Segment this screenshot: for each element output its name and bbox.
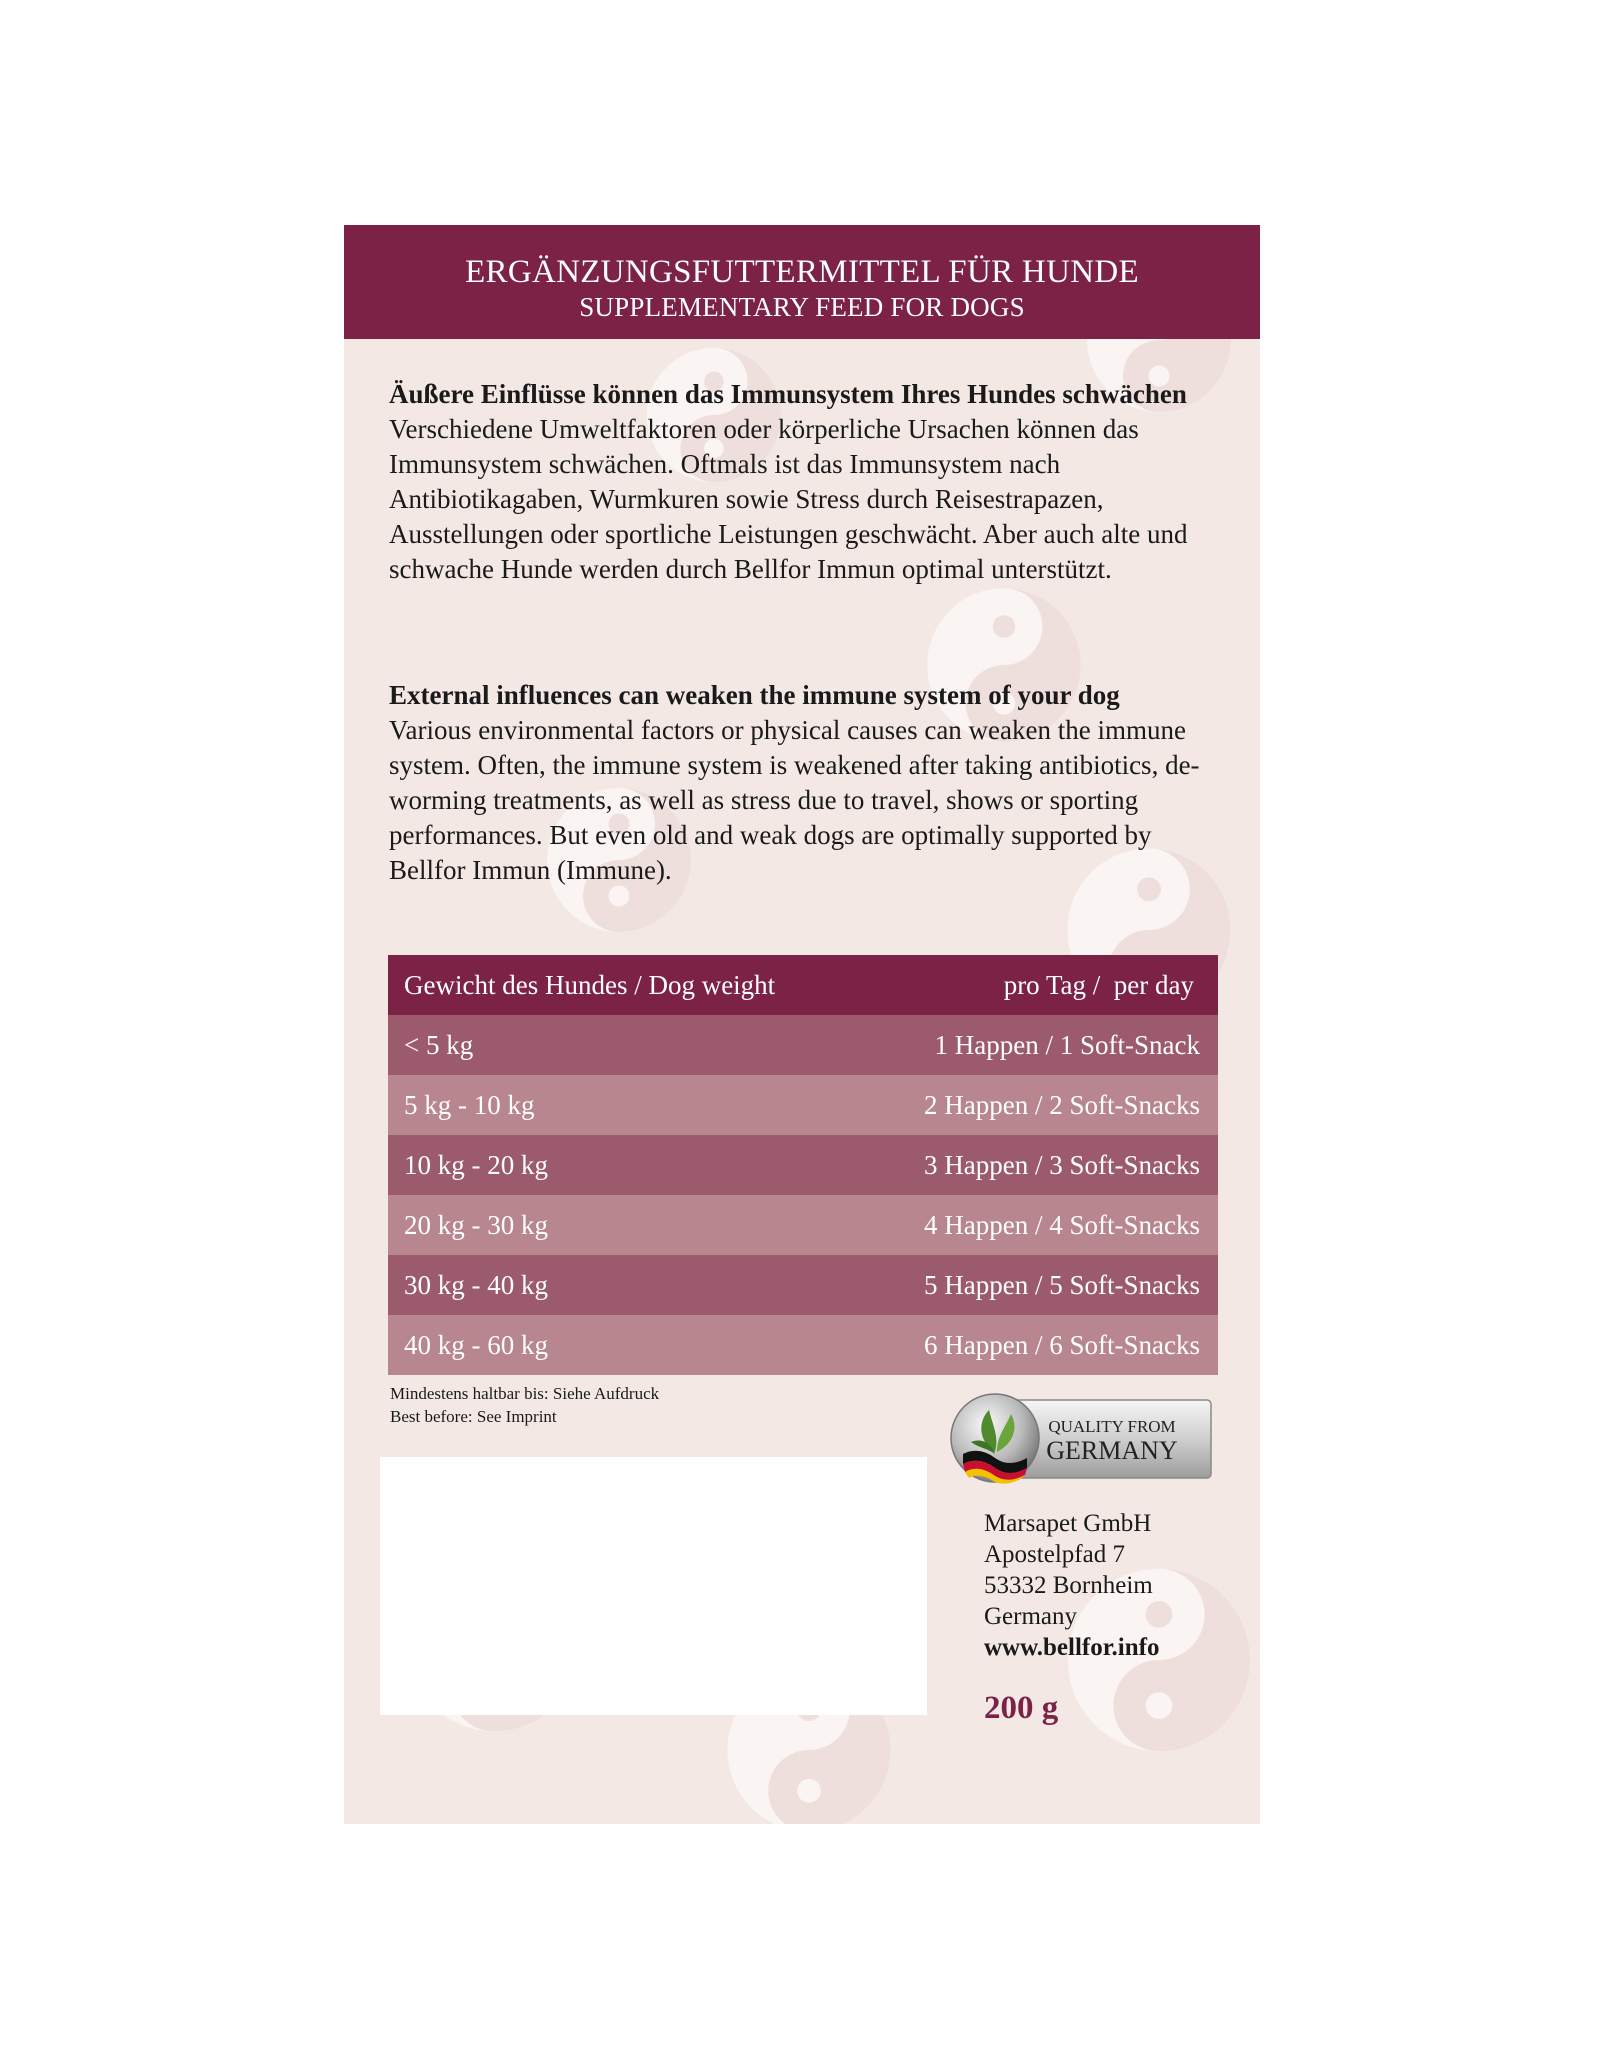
label-header (344, 225, 1260, 339)
table-row (388, 1315, 1218, 1375)
row-weight: < 5 kg (404, 1029, 474, 1060)
manufacturer-address (984, 1508, 1159, 1663)
table-row (388, 1195, 1218, 1255)
best-before-de: Mindestens haltbar bis: Siehe Aufdruck (390, 1384, 660, 1403)
company-name: Marsapet GmbH (984, 1510, 1152, 1537)
german-heading: Äußere Einflüsse können das Immunsystem Ihres Hundes schwächen (389, 379, 1187, 409)
row-weight: 30 kg - 40 kg (404, 1269, 548, 1300)
german-description (389, 377, 1229, 587)
table-row (388, 1255, 1218, 1315)
row-amount: 4 Happen / 4 Soft-Snacks (924, 1209, 1200, 1240)
net-weight: 200 g (984, 1690, 1059, 1726)
english-description (389, 678, 1229, 888)
table-row (388, 1135, 1218, 1195)
best-before-note (390, 1382, 659, 1428)
row-amount: 1 Happen / 1 Soft-Snack (934, 1029, 1200, 1060)
column-header-weight: Gewicht des Hundes / Dog weight (404, 969, 776, 1000)
badge-line1: QUALITY FROM (1048, 1417, 1176, 1436)
header-title-de: ERGÄNZUNGSFUTTERMITTEL FÜR HUNDE (465, 254, 1139, 290)
row-weight: 5 kg - 10 kg (404, 1089, 535, 1120)
badge-line2: GERMANY (1046, 1436, 1178, 1465)
product-label (344, 225, 1260, 1824)
row-weight: 20 kg - 30 kg (404, 1209, 548, 1240)
english-heading: External influences can weaken the immune system of your dog (389, 680, 1120, 710)
header-title-en: SUPPLEMENTARY FEED FOR DOGS (579, 292, 1025, 322)
row-amount: 2 Happen / 2 Soft-Snacks (924, 1089, 1200, 1120)
table-row (388, 1015, 1218, 1075)
row-amount: 6 Happen / 6 Soft-Snacks (924, 1329, 1200, 1360)
imprint-area (380, 1457, 927, 1715)
street: Apostelpfad 7 (984, 1541, 1125, 1568)
row-amount: 5 Happen / 5 Soft-Snacks (924, 1269, 1200, 1300)
row-weight: 10 kg - 20 kg (404, 1149, 548, 1180)
dosage-table-header (388, 955, 1218, 1015)
table-row (388, 1075, 1218, 1135)
best-before-en: Best before: See Imprint (390, 1407, 557, 1426)
column-header-per-day: pro Tag / per day (1003, 969, 1194, 1000)
city: 53332 Bornheim (984, 1572, 1153, 1599)
country: Germany (984, 1603, 1078, 1630)
website-link[interactable]: www.bellfor.info (984, 1634, 1160, 1661)
quality-badge (949, 1392, 1214, 1484)
row-amount: 3 Happen / 3 Soft-Snacks (924, 1149, 1200, 1180)
german-body: Verschiedene Umweltfaktoren oder körperliche Ursachen können das Immunsystem schwächen. Oftmals ist das Immunsystem nach Antibiotikagaben, Wurmkuren sowie Stress durch Reisestrapazen, Ausstellungen oder sportliche Leistungen geschwächt. Aber auch alte und schwache Hunde werden durch Bellfor Immun optimal unterstützt. (389, 414, 1188, 584)
row-weight: 40 kg - 60 kg (404, 1329, 548, 1360)
english-body: Various environmental factors or physical causes can weaken the immune system. Often, the immune system is weakened after taking antibiotics, de-worming treatments, as well as stress due to travel, shows or sporting performances. But even old and weak dogs are optimally supported by Bellfor Immun (Immune). (389, 715, 1200, 885)
dosage-table (388, 955, 1218, 1375)
